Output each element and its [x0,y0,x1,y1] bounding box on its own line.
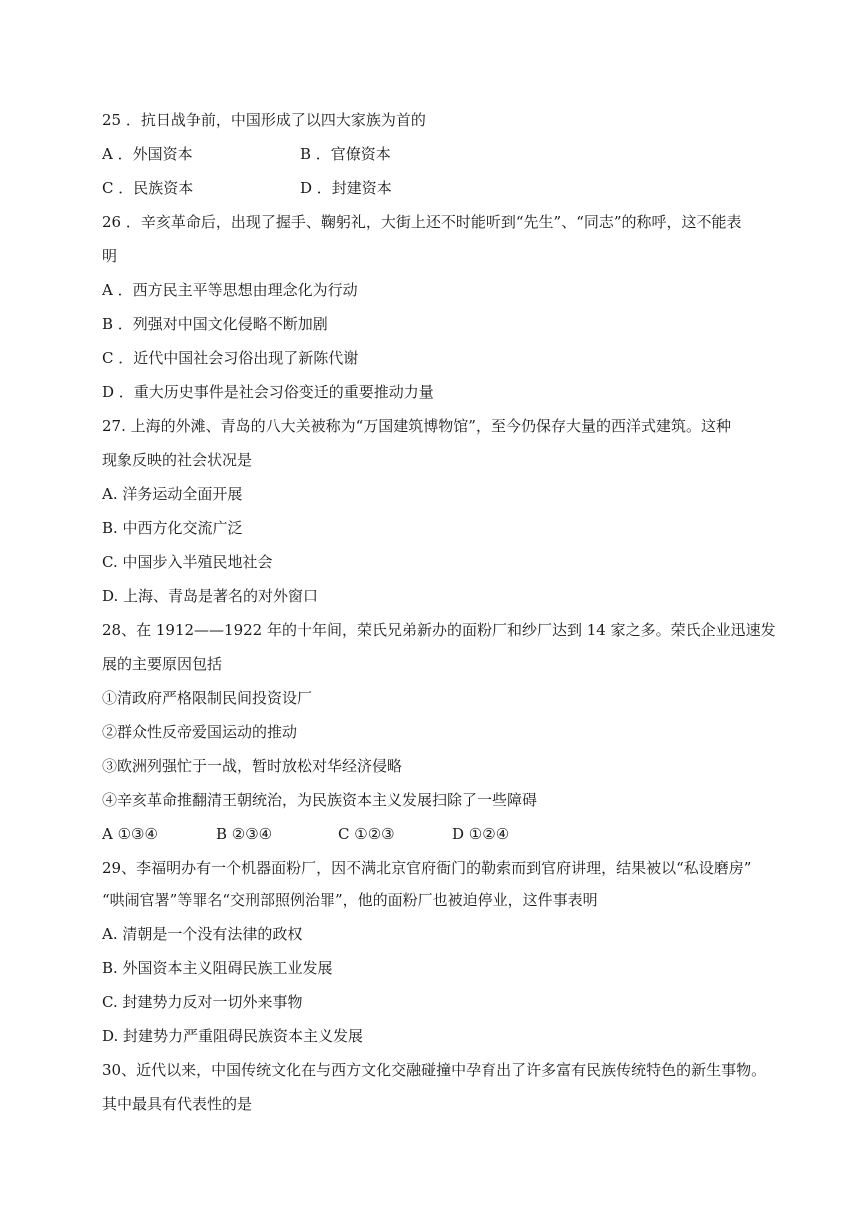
q28-option-d: D ①②④ [452,825,510,843]
q26-option-c: C ．近代中国社会习俗出现了新陈代谢 [102,349,359,367]
q25-options-row2 [102,178,392,198]
q28-stem-line2: 展的主要原因包括 [102,655,223,673]
q28-option-a: A ①③④ [102,825,158,843]
q28-item-4: ④辛亥革命推翻清王朝统治，为民族资本主义发展扫除了一些障碍 [102,791,538,809]
q29-option-c: C. 封建势力反对一切外来事物 [102,993,303,1011]
q26-option-d: D ．重大历史事件是社会习俗变迁的重要推动力量 [102,383,434,401]
q25-option-b: B ．官僚资本 [300,145,391,163]
q27-stem-line1: 27. 上海的外滩、青岛的八大关被称为“万国建筑博物馆”，至今仍保存大量的西洋式建筑。这种 [102,417,731,435]
q25-option-a: A ．外国资本 [102,145,193,163]
q27-option-a: A. 洋务运动全面开展 [102,485,243,503]
q27-option-b: B. 中西方化交流广泛 [102,519,243,537]
q28-options-row [102,824,509,844]
q25-option-d: D ．封建资本 [300,179,392,197]
q25-options-row1 [102,144,391,164]
q29-stem-line1: 29、李福明办有一个机器面粉厂，因不满北京官府衙门的勒索而到官府讲理，结果被以“私设磨房” [102,859,752,877]
q25-stem: 25 ．抗日战争前，中国形成了以四大家族为首的 [102,111,426,129]
q26-option-a: A ．西方民主平等思想由理念化为行动 [102,281,358,299]
q29-option-d: D. 封建势力严重阻碍民族资本主义发展 [102,1027,364,1045]
q28-item-3: ③欧洲列强忙于一战，暂时放松对华经济侵略 [102,757,403,775]
q25-option-c: C ．民族资本 [102,179,194,197]
q28-stem-line1: 28、在 1912——1922 年的十年间，荣氏兄弟新办的面粉厂和纱厂达到 14 家之多。荣氏企业迅速发 [102,621,776,639]
q29-option-b: B. 外国资本主义阻碍民族工业发展 [102,959,333,977]
q29-stem-line2: “哄闹官署”等罪名“交刑部照例治罪”，他的面粉厂也被迫停业，这件事表明 [102,891,598,909]
q27-option-c: C. 中国步入半殖民地社会 [102,553,273,571]
q27-option-d: D. 上海、青岛是著名的对外窗口 [102,587,319,605]
q28-option-b: B ②③④ [216,825,273,843]
q27-stem-line2: 现象反映的社会状况是 [102,451,253,469]
q30-stem-line1: 30、近代以来，中国传统文化在与西方文化交融碰撞中孕育出了许多富有民族传统特色的新生事物。 [102,1061,767,1079]
q28-item-2: ②群众性反帝爱国运动的推动 [102,723,298,741]
q30-stem-line2: 其中最具有代表性的是 [102,1095,253,1113]
q26-option-b: B ．列强对中国文化侵略不断加剧 [102,315,328,333]
q29-option-a: A. 清朝是一个没有法律的政权 [102,925,303,943]
q26-stem-line1: 26 ．辛亥革命后，出现了握手、鞠躬礼，大街上还不时能听到“先生”、“同志”的称呼，这不能表 [102,213,742,231]
q26-stem-line2: 明 [102,247,118,265]
q28-option-c: C ①②③ [338,825,395,843]
q28-item-1: ①清政府严格限制民间投资设厂 [102,689,313,707]
